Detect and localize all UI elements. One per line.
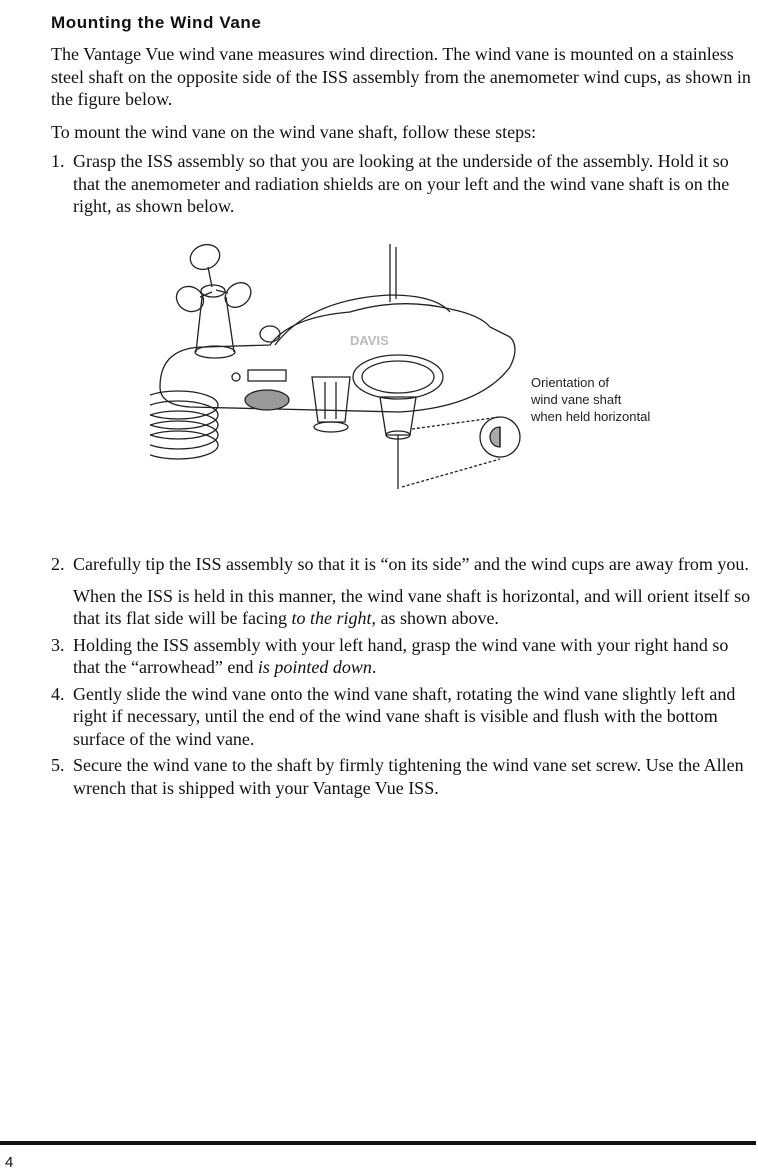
step-text: Gently slide the wind vane onto the wind vane shaft, rotating the wind vane slightly left and right if necessary, until the end of the wind vane shaft is visible and flush with the bottom surface of the wind vane. xyxy=(73,683,736,749)
step-number: 1. xyxy=(51,151,65,171)
note-text: When the ISS is held in this manner, the wind vane shaft is horizontal, and will orient itself so that its flat side will be facing xyxy=(73,585,751,628)
page-number: 4 xyxy=(5,1154,14,1171)
note-text: , as shown above. xyxy=(371,608,499,628)
davis-logo: DAVIS xyxy=(350,333,389,348)
step-text: Grasp the ISS assembly so that you are looking at the underside of the assembly. Hold it so that the anemometer and radiation shields are on your left and the wind vane shaft is on the right, as shown below. xyxy=(73,151,730,216)
caption-line: when held horizontal xyxy=(531,409,651,424)
underside-details xyxy=(232,370,350,432)
step-4 xyxy=(51,683,756,751)
step-number: 2. xyxy=(51,554,65,574)
section-heading: Mounting the Wind Vane xyxy=(51,13,262,32)
step-text: Carefully tip the ISS assembly so that it is “on its side” and the wind cups are away from you. xyxy=(73,554,749,574)
caption-line: wind vane shaft xyxy=(531,392,622,407)
step-5 xyxy=(51,754,756,799)
step-text: Secure the wind vane to the shaft by firmly tightening the wind vane set screw. Use the Allen wrench that is shipped with your Vantage Vue ISS. xyxy=(73,755,744,798)
step-2-note xyxy=(73,585,756,630)
step-emphasis: is pointed down xyxy=(257,657,372,677)
step-number: 5. xyxy=(51,755,65,775)
step-text-part: Holding the ISS assembly with your left hand, grasp the wind vane with your right hand so that the “arrowhead” end xyxy=(73,634,729,677)
intro-paragraph: The Vantage Vue wind vane measures wind direction. The wind vane is mounted on a stainless steel shaft on the opposite side of the ISS assembly from the anemometer wind cups, as shown in the figure below. xyxy=(51,44,751,109)
step-number: 4. xyxy=(51,683,65,704)
orientation-callout xyxy=(402,417,520,487)
anemometer-cups xyxy=(172,241,256,358)
figure-caption xyxy=(531,374,650,425)
steps-list-part1 xyxy=(51,150,756,218)
iss-assembly-figure xyxy=(150,237,670,497)
footer-rule xyxy=(0,1141,756,1145)
caption-line: Orientation of xyxy=(531,375,610,390)
steps-list-part2 xyxy=(51,553,756,799)
step-3 xyxy=(51,634,756,679)
step-text xyxy=(73,634,756,679)
step-number: 3. xyxy=(51,634,65,655)
step-1 xyxy=(51,150,756,218)
step-text-part: . xyxy=(371,657,377,677)
step-2 xyxy=(51,553,756,630)
note-emphasis: to the right xyxy=(291,608,372,628)
steps-intro: To mount the wind vane on the wind vane shaft, follow these steps: xyxy=(51,122,537,142)
wind-vane-shaft xyxy=(353,244,443,489)
iss-illustration xyxy=(150,237,670,497)
